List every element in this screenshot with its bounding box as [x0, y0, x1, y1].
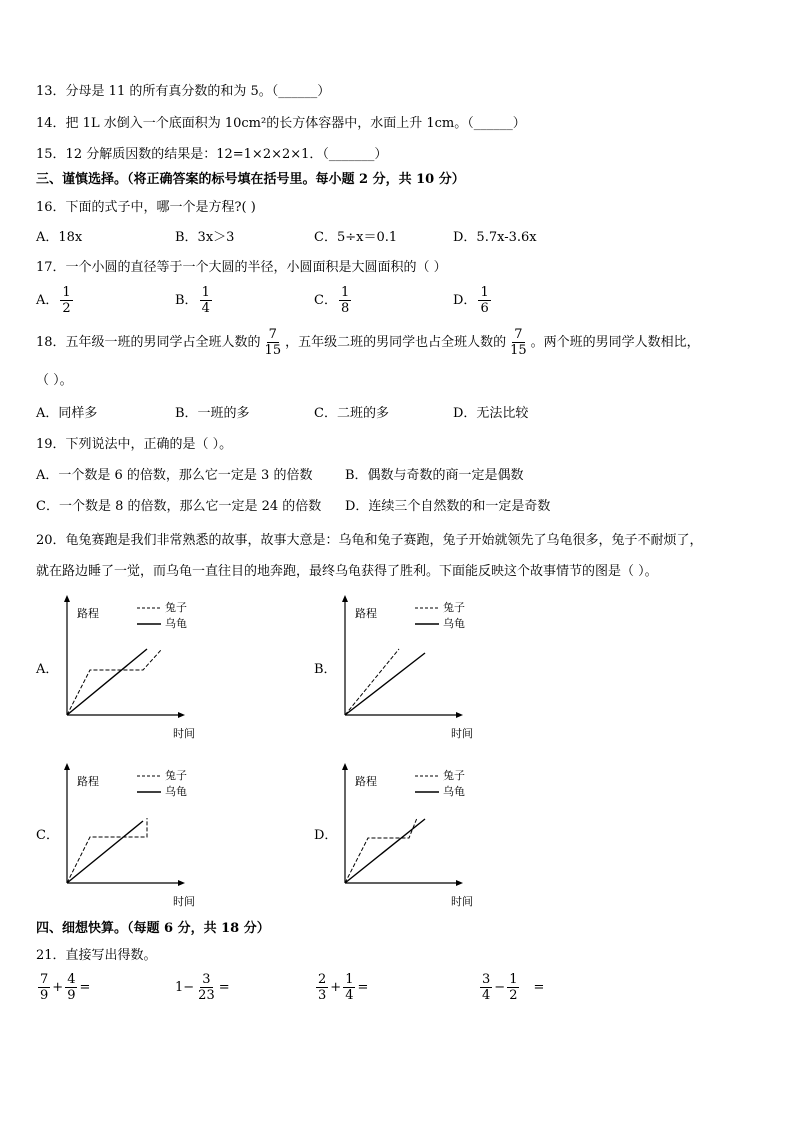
- question-16-stem: 16．下面的式子中，哪一个是方程?( ): [36, 200, 256, 215]
- question-20-line1: 20．龟兔赛跑是我们非常熟悉的故事，故事大意是：乌龟和兔子赛跑，兔子开始就领先了乌龟很多，兔子不耐烦了，: [36, 533, 703, 548]
- q17-option-b: B． $\frac{1}{4}$: [175, 285, 210, 316]
- question-17-stem: 17．一个小圆的直径等于一个大圆的半径，小圆面积是大圆面积的（ ）: [36, 260, 447, 275]
- q17-option-a: A． $\frac{1}{2}$: [36, 285, 71, 316]
- q19-option-d: D．连续三个自然数的和一定是奇数: [345, 499, 551, 514]
- q16-option-b: B．3x＞3: [175, 230, 235, 245]
- x-axis-label: 时间: [173, 727, 195, 740]
- question-18-line1: 18．五年级一班的男同学占全班人数的 $\frac{7}{15}$ ，五年级二班的男同学也占全班人数的 $\frac{7}{15}$ 。两个班的男同学人数相比，: [36, 327, 700, 358]
- legend-rabbit: 兔子: [165, 769, 187, 782]
- legend-rabbit: 兔子: [165, 601, 187, 614]
- legend-turtle: 乌龟: [165, 785, 187, 798]
- q21-expression-3: $\frac{2}{3}$ + $\frac{1}{4}$ =: [318, 972, 369, 1003]
- q21-expression-2: 1− $\frac{3}{23}$ =: [175, 972, 230, 1003]
- y-axis-label: 路程: [355, 607, 377, 620]
- q20-option-a-label: A．: [36, 662, 59, 677]
- q19-option-a: A．一个数是 6 的倍数，那么它一定是 3 的倍数: [36, 468, 313, 483]
- q17-option-d: D． $\frac{1}{6}$: [453, 285, 489, 316]
- section-3-heading: 三、谨慎选择。（将正确答案的标号填在括号里。每小题 2 分，共 10 分）: [36, 172, 465, 187]
- q21-expression-4: $\frac{3}{4}$ − $\frac{1}{2}$ =: [482, 972, 545, 1003]
- graph-a: [55, 595, 205, 744]
- q18-option-d: D．无法比较: [453, 406, 529, 421]
- q18-option-c: C．二班的多: [314, 406, 389, 421]
- rabbit-line: [345, 818, 417, 883]
- q19-option-b: B．偶数与奇数的商一定是偶数: [345, 468, 524, 483]
- turtle-line: [345, 653, 425, 715]
- fraction: $\frac{1}{2}$: [62, 285, 71, 316]
- q16-option-c: C．5÷x＝0.1: [314, 230, 398, 245]
- q20-option-b-label: B．: [314, 662, 337, 677]
- fraction: $\frac{7}{15}$: [510, 327, 527, 358]
- y-axis-label: 路程: [77, 775, 99, 788]
- x-axis-label: 时间: [451, 727, 473, 740]
- question-18-line2: （ ）。: [36, 373, 73, 388]
- q20-option-d-label: D．: [314, 828, 338, 843]
- fraction: $\frac{1}{6}$: [480, 285, 489, 316]
- fraction: $\frac{1}{4}$: [201, 285, 210, 316]
- legend-turtle: 乌龟: [165, 617, 187, 630]
- graph-d: [333, 763, 483, 912]
- legend-turtle: 乌龟: [443, 617, 465, 630]
- q16-option-d: D．5.7x-3.6x: [453, 230, 537, 245]
- question-19-stem: 19．下列说法中，正确的是（ ）。: [36, 437, 233, 452]
- question-20-line2: 就在路边睡了一觉，而乌龟一直往目的地奔跑，最终乌龟获得了胜利。下面能反映这个故事情节的图是（ ）。: [36, 564, 658, 579]
- rabbit-line: [67, 650, 161, 715]
- q21-expression-1: $\frac{7}{9}$ + $\frac{4}{9}$ =: [40, 972, 91, 1003]
- turtle-line: [345, 819, 425, 883]
- legend-rabbit: 兔子: [443, 769, 465, 782]
- graph-b: [333, 595, 483, 744]
- x-axis-label: 时间: [173, 895, 195, 908]
- q17-option-c: C． $\frac{1}{8}$: [314, 285, 350, 316]
- legend-turtle: 乌龟: [443, 785, 465, 798]
- q20-option-c-label: C．: [36, 828, 59, 843]
- legend-rabbit: 兔子: [443, 601, 465, 614]
- q18-option-b: B．一班的多: [175, 406, 250, 421]
- y-axis-label: 路程: [355, 775, 377, 788]
- turtle-line: [67, 821, 143, 883]
- q19-option-c: C．一个数是 8 的倍数，那么它一定是 24 的倍数: [36, 499, 322, 514]
- graph-c: [55, 763, 205, 912]
- question-14: 14．把 1L 水倒入一个底面积为 10cm²的长方体容器中，水面上升 1cm。（______）: [36, 116, 526, 131]
- y-axis-label: 路程: [77, 607, 99, 620]
- fraction: $\frac{1}{8}$: [340, 285, 350, 316]
- fraction: $\frac{7}{15}$: [264, 327, 282, 358]
- question-21-stem: 21．直接写出得数。: [36, 948, 157, 963]
- x-axis-label: 时间: [451, 895, 473, 908]
- q18-option-a: A．同样多: [36, 406, 98, 421]
- question-15: 15．12 分解质因数的结果是：12=1×2×2×1．（_______）: [36, 147, 388, 162]
- turtle-line: [67, 649, 147, 715]
- q16-option-a: A．18x: [36, 230, 83, 245]
- section-4-heading: 四、细想快算。（每题 6 分，共 18 分）: [36, 921, 270, 936]
- question-13: 13．分母是 11 的所有真分数的和为 5。（______）: [36, 84, 331, 99]
- rabbit-line: [345, 649, 399, 715]
